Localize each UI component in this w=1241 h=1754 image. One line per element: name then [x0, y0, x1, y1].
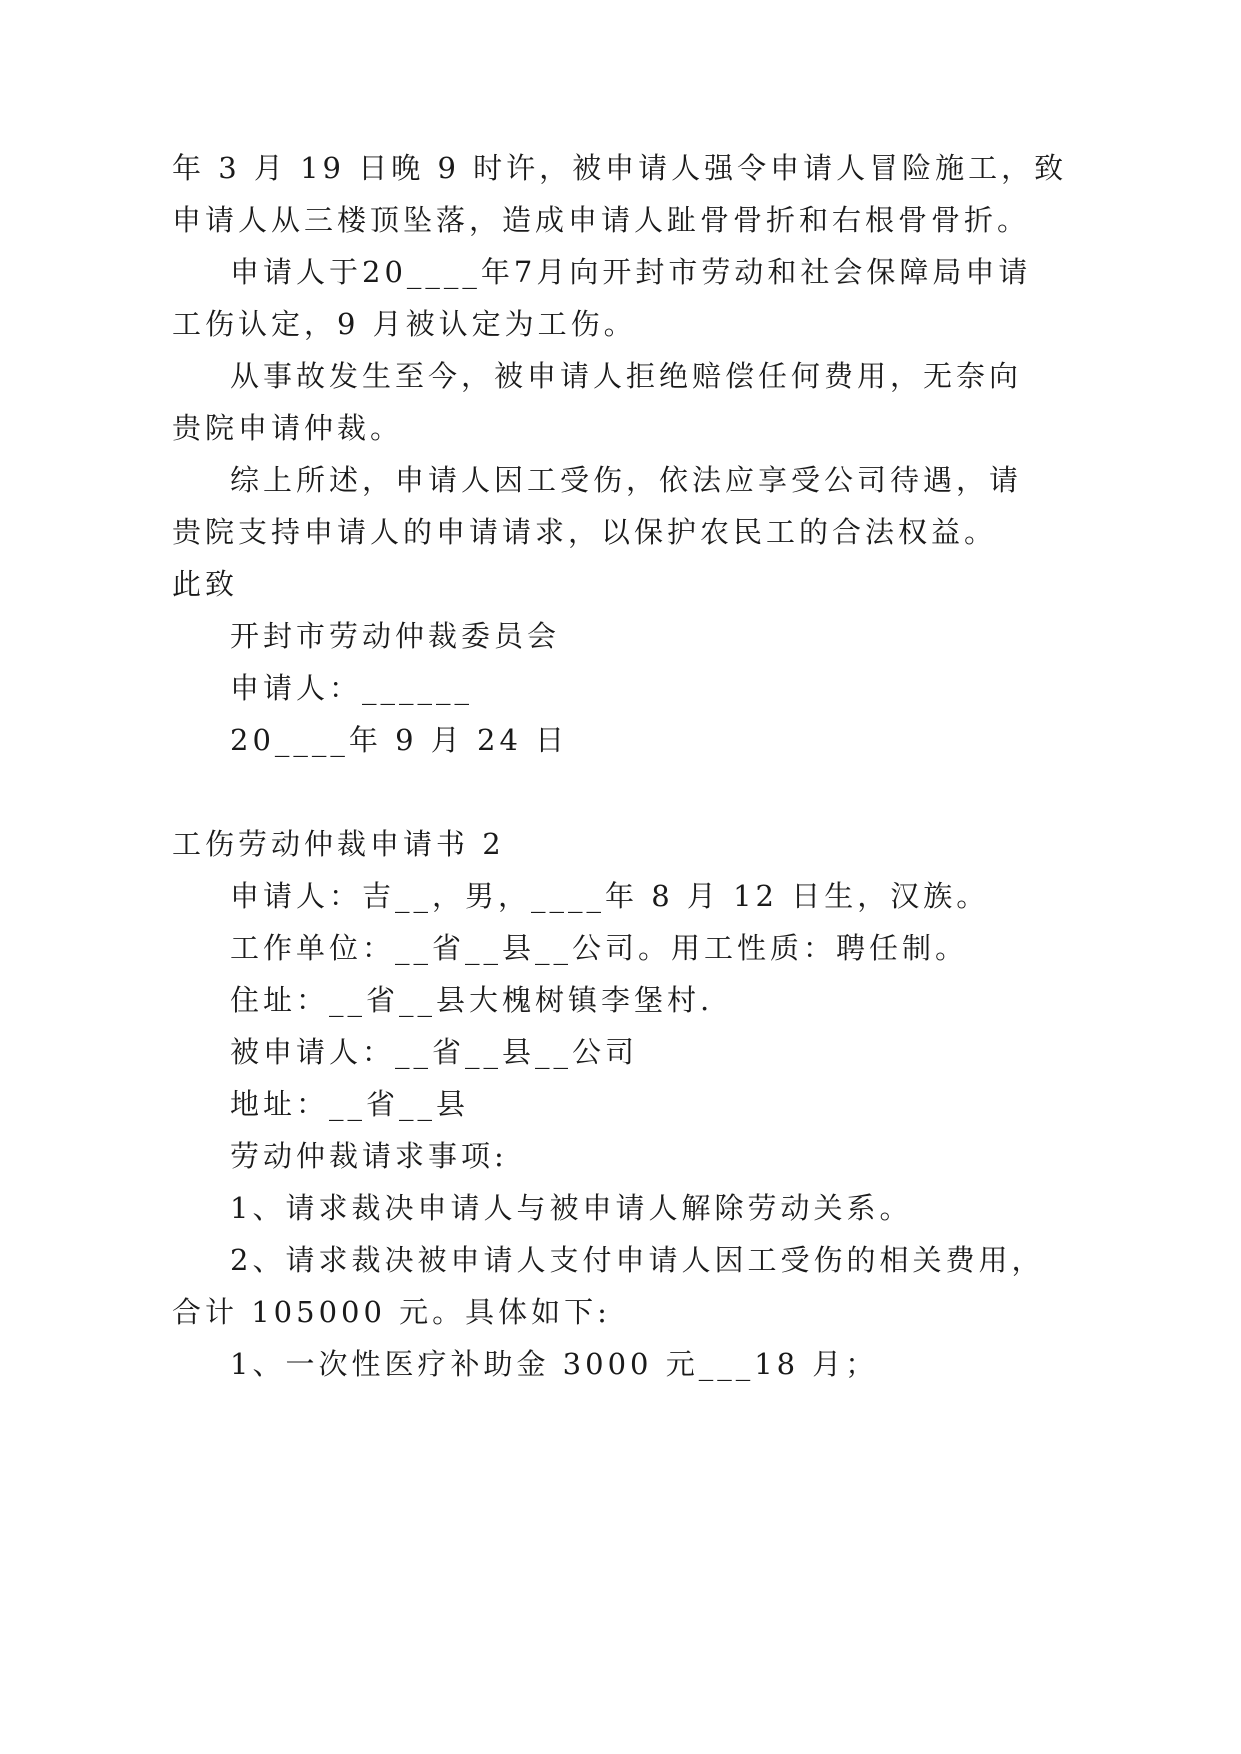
- paragraph-line: 从事故发生至今，被申请人拒绝赔偿任何费用，无奈向: [230, 359, 1023, 393]
- signature-line: 申请人：______: [230, 671, 474, 705]
- paragraph-line: 申请人：吉__，男，____年 8 月 12 日生，汉族。: [230, 879, 990, 913]
- paragraph-line: 贵院支持申请人的申请请求，以保护农民工的合法权益。: [172, 515, 998, 549]
- paragraph-line: 合计 105000 元。具体如下:: [172, 1295, 611, 1329]
- list-item: 1、一次性医疗补助金 3000 元___18 月；: [230, 1347, 879, 1381]
- list-item: 1、请求裁决申请人与被申请人解除劳动关系。: [230, 1191, 913, 1225]
- paragraph-line: 地址：__省__县: [230, 1087, 470, 1121]
- paragraph-line: 年 3 月 19 日晚 9 时许，被申请人强令申请人冒险施工，致: [172, 151, 1068, 185]
- list-item: 2、请求裁决被申请人支付申请人因工受伤的相关费用，: [230, 1243, 1045, 1277]
- paragraph-line: 住址：__省__县大槐树镇李堡村.: [230, 983, 714, 1017]
- paragraph-line: 申请人从三楼顶坠落，造成申请人趾骨骨折和右根骨骨折。: [172, 203, 1031, 237]
- recipient: 开封市劳动仲裁委员会: [230, 619, 561, 653]
- paragraph-line: 申请人于20____年7月向开封市劳动和社会保障局申请: [230, 255, 1032, 289]
- paragraph-line: 贵院申请仲裁。: [172, 411, 404, 445]
- salutation: 此致: [172, 567, 239, 601]
- paragraph-line: 工伤认定，9 月被认定为工伤。: [172, 307, 637, 341]
- paragraph-line: 被申请人：__省__县__公司: [230, 1035, 639, 1069]
- paragraph-line: 劳动仲裁请求事项:: [230, 1139, 508, 1173]
- paragraph-line: 综上所述，申请人因工受伤，依法应享受公司待遇，请: [230, 463, 1023, 497]
- paragraph-line: 工作单位：__省__县__公司。用工性质：聘任制。: [230, 931, 969, 965]
- date-line: 20____年 9 月 24 日: [230, 723, 569, 757]
- section-title: 工伤劳动仲裁申请书 2: [172, 827, 505, 861]
